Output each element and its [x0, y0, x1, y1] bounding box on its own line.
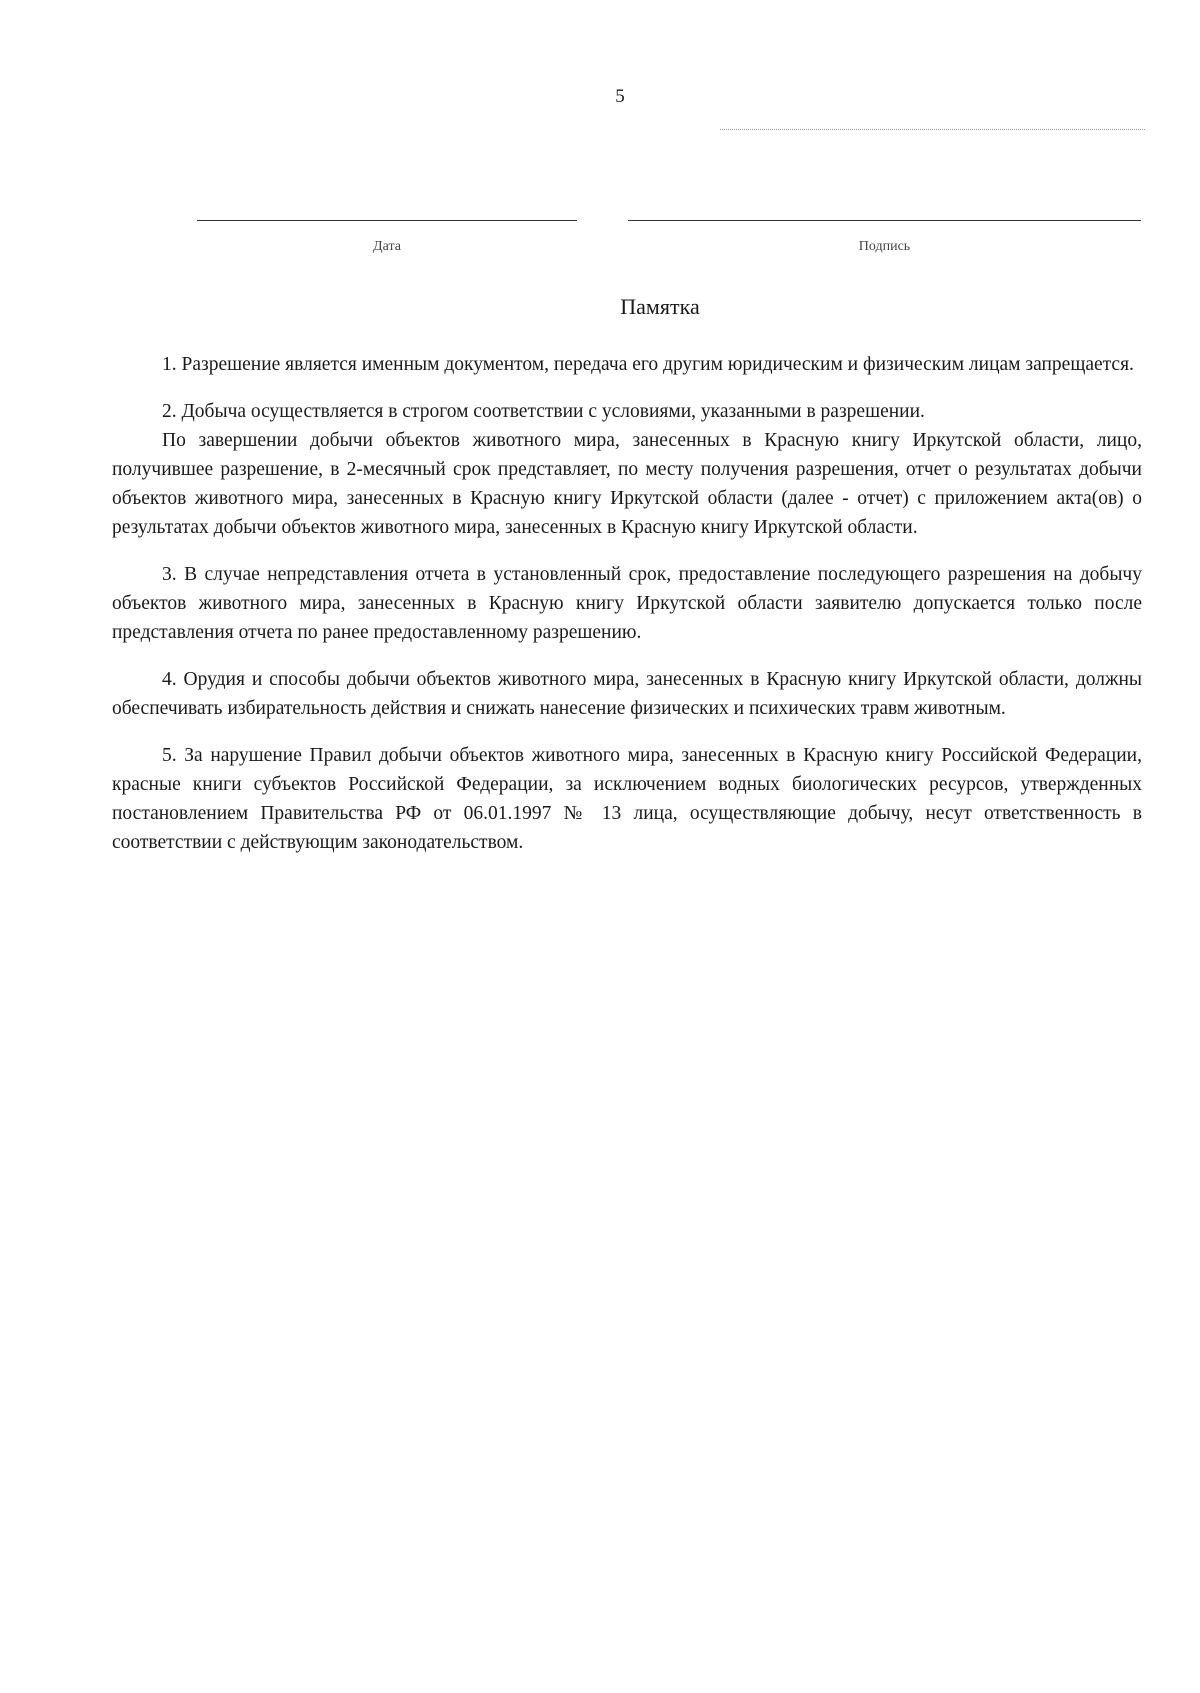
memo-title: Памятка — [620, 294, 700, 319]
header-dotted-rule — [720, 129, 1145, 130]
memo-paragraph-3: 3. В случае непредставления отчета в установленный срок, предоставление последующего разрешения на добычу объектов животного мира, занесенных в Красную книгу Иркутской области заявителю допускается только после представления отчета по ранее предоставленному разрешению. — [112, 564, 1142, 643]
memo-body — [112, 350, 1142, 857]
page-number: 5 — [615, 86, 625, 107]
signature-caption: Подпись — [858, 239, 911, 254]
memo-paragraph-4: 4. Орудия и способы добычи объектов животного мира, занесенных в Красную книгу Иркутской области, должны обеспечивать избирательность действия и снижать нанесение физических и психических травм животным. — [112, 669, 1142, 719]
date-line — [197, 220, 577, 221]
signature-line — [628, 220, 1141, 221]
memo-paragraph-2: 2. Добыча осуществляется в строгом соответствии с условиями, указанными в разрешении. — [162, 401, 925, 422]
memo-paragraph-2-continuation: По завершении добычи объектов животного мира, занесенных в Красную книгу Иркутской области, лицо, получившее разрешение, в 2-месячный срок представляет, по месту получения разрешения, отчет о результатах добычи объектов животного мира, занесенных в Красную книгу Иркутской области (далее - отчет) с приложением акта(ов) о результатах добычи объектов животного мира, занесенных в Красную книгу Иркутской области. — [112, 430, 1142, 538]
memo-paragraph-5: 5. За нарушение Правил добычи объектов животного мира, занесенных в Красную книгу Российской Федерации, красные книги субъектов Российской Федерации, за исключением водных биологических ресурсов, утвержденных постановлением Правительства РФ от 06.01.1997 № 13 лица, осуществляющие добычу, несут ответственность в соответствии с действующим законодательством. — [112, 745, 1142, 853]
date-caption: Дата — [373, 239, 401, 254]
memo-paragraph-1: 1. Разрешение является именным документом, передача его другим юридическим и физическим лицам запрещается. — [162, 354, 1134, 375]
